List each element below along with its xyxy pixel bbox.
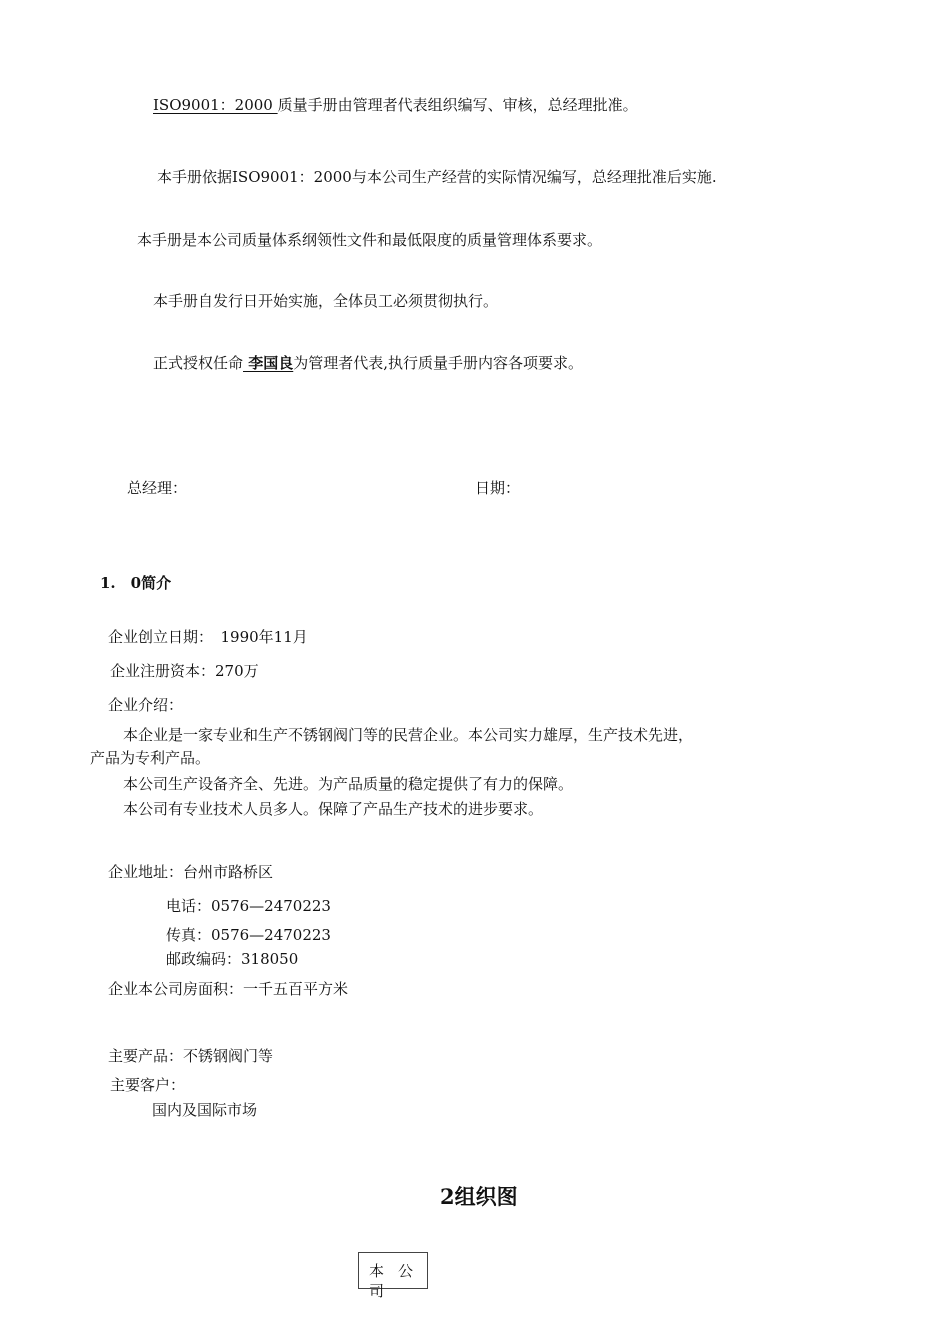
- preface-paragraph-1: ISO9001：2000 质量手册由管理者代表组织编写、审核，总经理批准。: [153, 96, 638, 114]
- founding-date: 企业创立日期： 1990年11月: [108, 628, 308, 646]
- date-label: 日期：: [475, 479, 521, 497]
- org-chart-top-node: [358, 1252, 428, 1300]
- preface-paragraph-5: 正式授权任命 李国良为管理者代表,执行质量手册内容各项要求。: [153, 354, 584, 372]
- intro-line-4: 本公司有专业技术人员多人。保障了产品生产技术的进步要求。: [123, 800, 544, 818]
- preface-paragraph-4: 本手册自发行日开始实施，全体员工必须贯彻执行。: [153, 292, 499, 310]
- fax-number: 传真：0576—2470223: [166, 926, 331, 944]
- company-address: 企业地址：台州市路桥区: [108, 863, 274, 881]
- preface-paragraph-2: 本手册依据ISO9001：2000与本公司生产经营的实际情况编写，总经理批准后实施.: [157, 168, 717, 186]
- registered-capital: 企业注册资本：270万: [110, 662, 259, 680]
- phone-number: 电话：0576—2470223: [166, 897, 331, 915]
- preface-paragraph-3: 本手册是本公司质量体系纲领性文件和最低限度的质量管理体系要求。: [137, 231, 603, 249]
- postal-code: 邮政编码：318050: [166, 950, 299, 968]
- intro-line-2: 产品为专利产品。: [90, 749, 211, 767]
- main-customers-label: 主要客户：: [110, 1076, 186, 1094]
- section-1-heading: 1. 0简介: [100, 574, 172, 592]
- org-chart-top-node-label: 本公司: [369, 1262, 428, 1300]
- general-manager-label: 总经理：: [127, 479, 188, 497]
- intro-line-3: 本公司生产设备齐全、先进。为产品质量的稳定提供了有力的保障。: [123, 775, 574, 793]
- main-customers: 国内及国际市场: [152, 1101, 258, 1119]
- iso-standard-ref: ISO9001：2000: [153, 96, 278, 114]
- main-products: 主要产品：不锈钢阀门等: [108, 1047, 274, 1065]
- intro-line-1: 本企业是一家专业和生产不锈钢阀门等的民营企业。本公司实力雄厚，生产技术先进，: [123, 726, 694, 744]
- section-2-heading: 2组织图: [440, 1184, 518, 1209]
- floor-area: 企业本公司房面积：一千五百平方米: [108, 980, 349, 998]
- intro-label: 企业介绍：: [108, 696, 184, 714]
- management-representative-name: 李国良: [243, 354, 294, 372]
